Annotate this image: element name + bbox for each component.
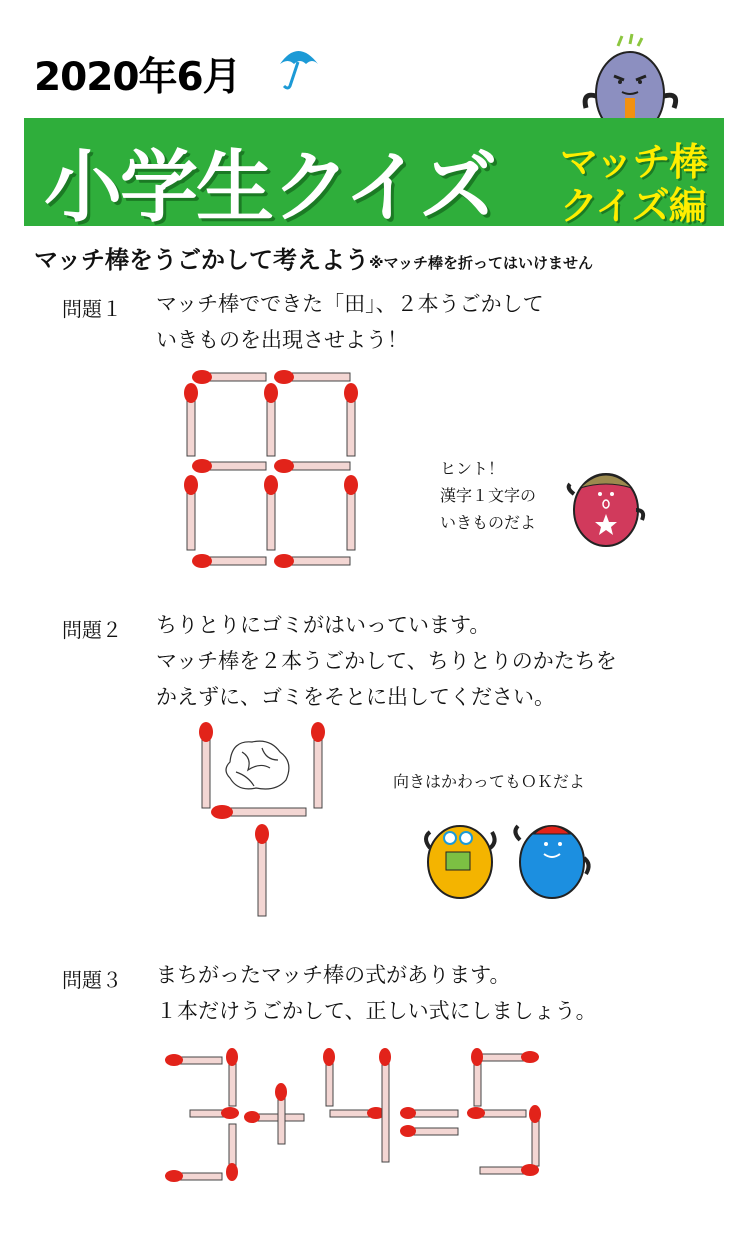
match-stick (244, 1111, 304, 1123)
question-1-hint-line-1: ヒント！ (440, 459, 505, 478)
question-2-line-1: ちりとりにゴミがはいっています。 (156, 613, 491, 637)
match-stick (192, 459, 266, 473)
question-3-matchstick-equation (160, 1040, 560, 1190)
match-stick (400, 1107, 458, 1119)
match-stick (330, 1107, 385, 1119)
match-stick (192, 370, 266, 384)
banner-subtitle-line1: マッチ棒 (560, 140, 707, 184)
match-stick (480, 1164, 539, 1176)
intro-note: ※マッチ棒を折ってはいけません (369, 254, 594, 272)
page-date: 2020年6月 (34, 55, 241, 100)
question-2-hint: 向きはかわってもＯＫだよ (393, 772, 585, 791)
match-stick (467, 1107, 526, 1119)
match-stick (192, 554, 266, 568)
match-stick (211, 805, 306, 819)
match-stick (184, 475, 198, 550)
question-2-matchstick-figure (190, 712, 340, 922)
match-stick (226, 1124, 238, 1181)
question-3-line-2: １本だけうごかして、正しい式にしましょう。 (156, 999, 597, 1023)
question-1-line-1: マッチ棒でできた「田」、２本うごかして (156, 292, 544, 316)
mascot-red (562, 462, 648, 550)
match-stick (274, 459, 350, 473)
match-stick (184, 383, 198, 456)
question-3-line-1: まちがったマッチ棒の式があります。 (156, 963, 511, 987)
question-1-label: 問題１ (62, 297, 122, 321)
umbrella-icon (276, 44, 320, 92)
match-stick (471, 1048, 483, 1106)
question-1-hint-line-3: いきものだよ (440, 513, 537, 532)
question-2-label: 問題２ (62, 618, 122, 642)
intro-heading (34, 240, 593, 275)
question-1-line-2: いきものを出現させよう！ (156, 328, 408, 352)
banner-title: 小学生クイズ (44, 143, 496, 233)
banner-subtitle-line2: クイズ編 (560, 184, 706, 228)
match-stick (264, 383, 278, 456)
mascot-gray (578, 36, 688, 120)
mascot-yellow (420, 818, 500, 900)
question-3-label: 問題３ (62, 968, 122, 992)
match-stick (274, 370, 350, 384)
match-stick (165, 1170, 222, 1182)
match-stick (226, 1048, 238, 1106)
question-2-line-3: かえずに、ゴミをそとに出してください。 (156, 685, 555, 709)
match-stick (400, 1125, 458, 1137)
match-stick (264, 475, 278, 550)
match-stick (344, 383, 358, 456)
match-stick (379, 1048, 391, 1162)
match-stick (165, 1054, 222, 1066)
match-stick (480, 1051, 539, 1063)
match-stick (199, 722, 213, 808)
match-stick (529, 1105, 541, 1166)
mascot-blue (508, 814, 594, 900)
question-1-hint-line-2: 漢字１文字の (440, 486, 537, 505)
trash-icon (226, 741, 289, 789)
match-stick (190, 1107, 239, 1119)
match-stick (311, 722, 325, 808)
match-stick (274, 554, 350, 568)
intro-title: マッチ棒をうごかして考えよう (34, 246, 370, 274)
match-stick (323, 1048, 335, 1106)
question-2-line-2: マッチ棒を２本うごかして、ちりとりのかたちを (156, 649, 617, 673)
match-stick (255, 824, 269, 916)
match-stick (344, 475, 358, 550)
question-1-matchstick-figure (180, 362, 370, 577)
